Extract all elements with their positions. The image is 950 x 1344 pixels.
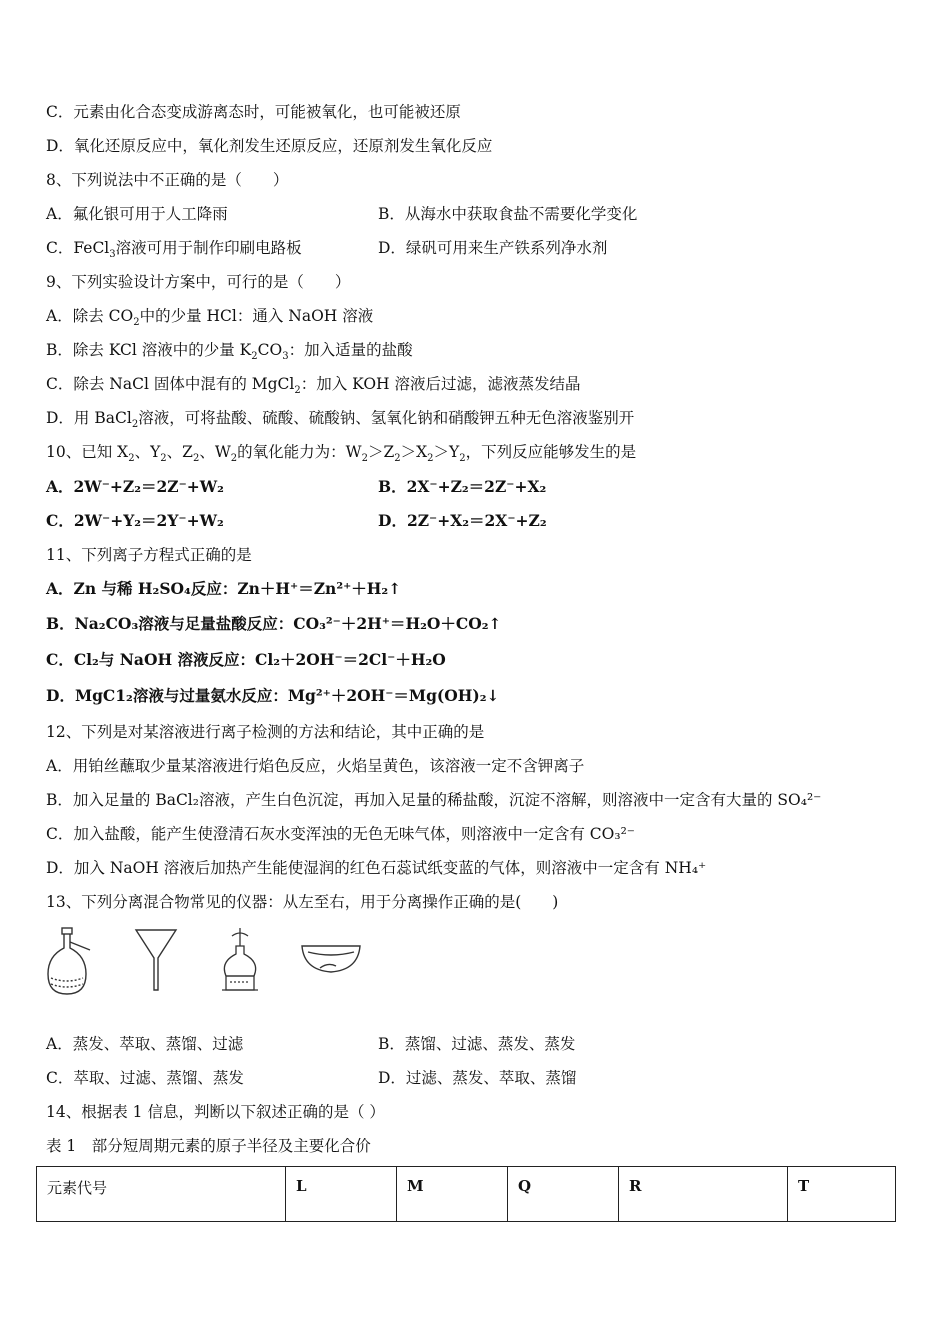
option-13d: D．过滤、蒸发、萃取、蒸馏	[378, 1069, 577, 1087]
funnel-icon	[136, 930, 176, 990]
option-10d: D．2Z⁻+X₂＝2X⁻+Z₂	[378, 511, 547, 530]
option-11a: A．Zn 与稀 H₂SO₄反应：Zn＋H⁺＝Zn²⁺＋H₂↑	[46, 579, 402, 598]
table-header-row	[37, 1167, 896, 1222]
evaporating-dish-icon	[302, 946, 360, 972]
question-11: 11、下列离子方程式正确的是	[46, 546, 252, 564]
table-header-cell: T	[788, 1167, 896, 1222]
question-10: 10、已知 $X_2$、$Y_2$、$Z_2$、$W_2$的氧化能力为：$W_2>Z_2>X_2>Y_2$，下列反应能够发生的是	[46, 443, 637, 465]
option-7d: D．氧化还原反应中，氧化剂发生还原反应，还原剂发生氧化反应	[46, 137, 493, 155]
question-12: 12、下列是对某溶液进行离子检测的方法和结论，其中正确的是	[46, 723, 485, 741]
question-14: 14、根据表 1 信息，判断以下叙述正确的是（ ）	[46, 1103, 385, 1121]
option-9a: A．除去 $CO_2$中的少量 HCl：通入 NaOH 溶液	[46, 307, 374, 329]
option-7c: C．元素由化合态变成游离态时，可能被氧化，也可能被还原	[46, 103, 461, 121]
table-header-cell: L	[286, 1167, 397, 1222]
distillation-flask-icon	[48, 928, 90, 994]
option-11b: B．Na₂CO₃溶液与足量盐酸反应：CO₃²⁻＋2H⁺＝H₂O＋CO₂↑	[46, 614, 502, 633]
option-8c: C．FeCl$_3$溶液可用于制作印刷电路板	[46, 239, 302, 261]
option-12c: C．加入盐酸，能产生使澄清石灰水变浑浊的无色无味气体，则溶液中一定含有 CO₃²⁻	[46, 825, 635, 843]
option-11c: C．Cl₂与 NaOH 溶液反应：Cl₂＋2OH⁻＝2Cl⁻＋H₂O	[46, 650, 446, 669]
apparatus-figure	[40, 926, 370, 1006]
option-8a: A．氟化银可用于人工降雨	[46, 205, 228, 223]
option-9d: D．用 BaCl$_2$溶液，可将盐酸、硫酸、硫酸钠、氢氧化钠和硝酸钾五种无色溶液鉴别开	[46, 409, 635, 431]
question-8: 8、下列说法中不正确的是（ ）	[46, 171, 289, 189]
option-10a: A．2W⁻+Z₂＝2Z⁻+W₂	[46, 477, 224, 496]
option-10c: C．2W⁻+Y₂＝2Y⁻+W₂	[46, 511, 224, 530]
table-header-cell: Q	[508, 1167, 619, 1222]
option-8d: D．绿矾可用来生产铁系列净水剂	[378, 239, 608, 257]
option-12a: A．用铂丝蘸取少量某溶液进行焰色反应，火焰呈黄色，该溶液一定不含钾离子	[46, 757, 585, 775]
option-13c: C．萃取、过滤、蒸馏、蒸发	[46, 1069, 244, 1087]
option-10b: B．2X⁻+Z₂＝2Z⁻+X₂	[378, 477, 547, 496]
option-13b: B．蒸馏、过滤、蒸发、蒸发	[378, 1035, 576, 1053]
element-table	[36, 1166, 896, 1222]
option-9c: C．除去 NaCl 固体中混有的 MgCl$_2$：加入 KOH 溶液后过滤，滤液蒸发结晶	[46, 375, 581, 397]
table-header-cell: M	[397, 1167, 508, 1222]
option-13a: A．蒸发、萃取、蒸馏、过滤	[46, 1035, 244, 1053]
option-11d: D．MgC1₂溶液与过量氨水反应：Mg²⁺＋2OH⁻＝Mg(OH)₂↓	[46, 686, 500, 705]
option-12b: B．加入足量的 BaCl₂溶液，产生白色沉淀，再加入足量的稀盐酸，沉淀不溶解，则溶液中一定含有大量的 SO₄²⁻	[46, 791, 822, 809]
option-12d: D．加入 NaOH 溶液后加热产生能使湿润的红色石蕊试纸变蓝的气体，则溶液中一定含有 NH₄⁺	[46, 859, 707, 877]
option-9b: B．除去 KCl 溶液中的少量 $K_2CO_3$：加入适量的盐酸	[46, 341, 413, 363]
question-9: 9、下列实验设计方案中，可行的是（ ）	[46, 273, 351, 291]
table-header-cell: R	[619, 1167, 788, 1222]
question-13: 13、下列分离混合物常见的仪器：从左至右，用于分离操作正确的是( )	[46, 893, 559, 911]
separatory-funnel-icon	[222, 928, 258, 990]
table-header-cell: 元素代号	[37, 1167, 286, 1222]
table-caption: 表 1 部分短周期元素的原子半径及主要化合价	[46, 1137, 371, 1155]
option-8b: B．从海水中获取食盐不需要化学变化	[378, 205, 638, 223]
